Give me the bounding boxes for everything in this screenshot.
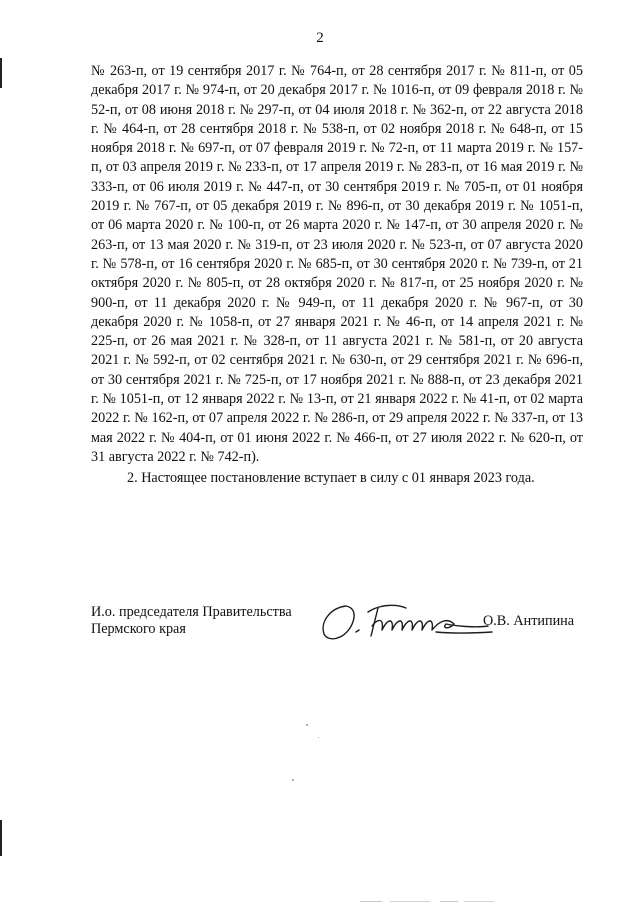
scan-speck: [318, 737, 319, 738]
signatory-position: [91, 604, 292, 638]
scan-speck: [306, 724, 308, 726]
scan-edge-mark-bottom: [0, 820, 2, 856]
effective-date-paragraph: 2. Настоящее постановление вступает в силу с 01 января 2023 года.: [127, 470, 535, 487]
document-body: [91, 62, 583, 489]
signature-block: [91, 596, 591, 656]
signatory-position-line-2: Пермского края: [91, 621, 186, 637]
signatory-name: О.В. Антипина: [483, 613, 575, 629]
amendment-list-paragraph: № 263-п, от 19 сентября 2017 г. № 764-п, от 28 сентября 2017 г. № 811-п, от 05 декабря 2017 г. № 974-п, от 20 декабря 2017 г. № 1016-п, от 09 февраля 2018 г. № 52-п, от 08 июня 2018 г. № 297-п, от 04 июля 2018 г. № 362-п, от 22 августа 2018 г. № 464-п, от 28 сентября 2018 г. № 538-п, от 02 ноября 2018 г. № 648-п, от 15 ноября 2018 г. № 697-п, от 07 февраля 2019 г. № 72-п, от 11 марта 2019 г. № 157-п, от 03 апреля 2019 г. № 233-п, от 17 апреля 2019 г. № 283-п, от 16 мая 2019 г. № 333-п, от 06 июля 2019 г. № 447-п, от 30 сентября 2019 г. № 705-п, от 01 ноября 2019 г. № 767-п, от 05 декабря 2019 г. № 896-п, от 30 декабря 2019 г. № 1051-п, от 06 марта 2020 г. № 100-п, от 26 марта 2020 г. № 147-п, от 30 апреля 2020 г. № 263-п, от 13 мая 2020 г. № 319-п, от 23 июля 2020 г. № 523-п, от 07 августа 2020 г. № 578-п, от 16 сентября 2020 г. № 685-п, от 30 сентября 2020 г. № 739-п, от 21 октября 2020 г. № 805-п, от 28 октября 2020 г. № 817-п, от 25 ноября 2020 г. № 900-п, от 11 декабря 2020 г. № 949-п, от 11 декабря 2020 г. № 967-п, от 30 декабря 2020 г. № 1058-п, от 27 января 2021 г. № 46-п, от 14 апреля 2021 г. № 225-п, от 26 мая 2021 г. № 328-п, от 11 августа 2021 г. № 581-п, от 20 августа 2021 г. № 592-п, от 02 сентября 2021 г. № 630-п, от 29 сентября 2021 г. № 696-п, от 30 сентября 2021 г. № 725-п, от 17 ноября 2021 г. № 888-п, от 23 декабря 2021 г. № 1051-п, от 12 января 2022 г. № 13-п, от 21 января 2022 г. № 41-п, от 02 марта 2022 г. № 162-п, от 07 апреля 2022 г. № 286-п, от 29 апреля 2022 г. № 337-п, от 13 мая 2022 г. № 404-п, от 01 июня 2022 г. № 466-п, от 27 июля 2022 г. № 620-п, от 31 августа 2022 г. № 742-п).: [91, 63, 583, 465]
scan-edge-mark-top: [0, 58, 2, 88]
handwritten-signature: [316, 596, 494, 644]
page-number: 2: [316, 30, 324, 46]
signatory-position-line-1: И.о. председателя Правительства: [91, 604, 292, 620]
scan-noise-bottom: [360, 900, 500, 903]
scan-speck: [292, 779, 294, 781]
